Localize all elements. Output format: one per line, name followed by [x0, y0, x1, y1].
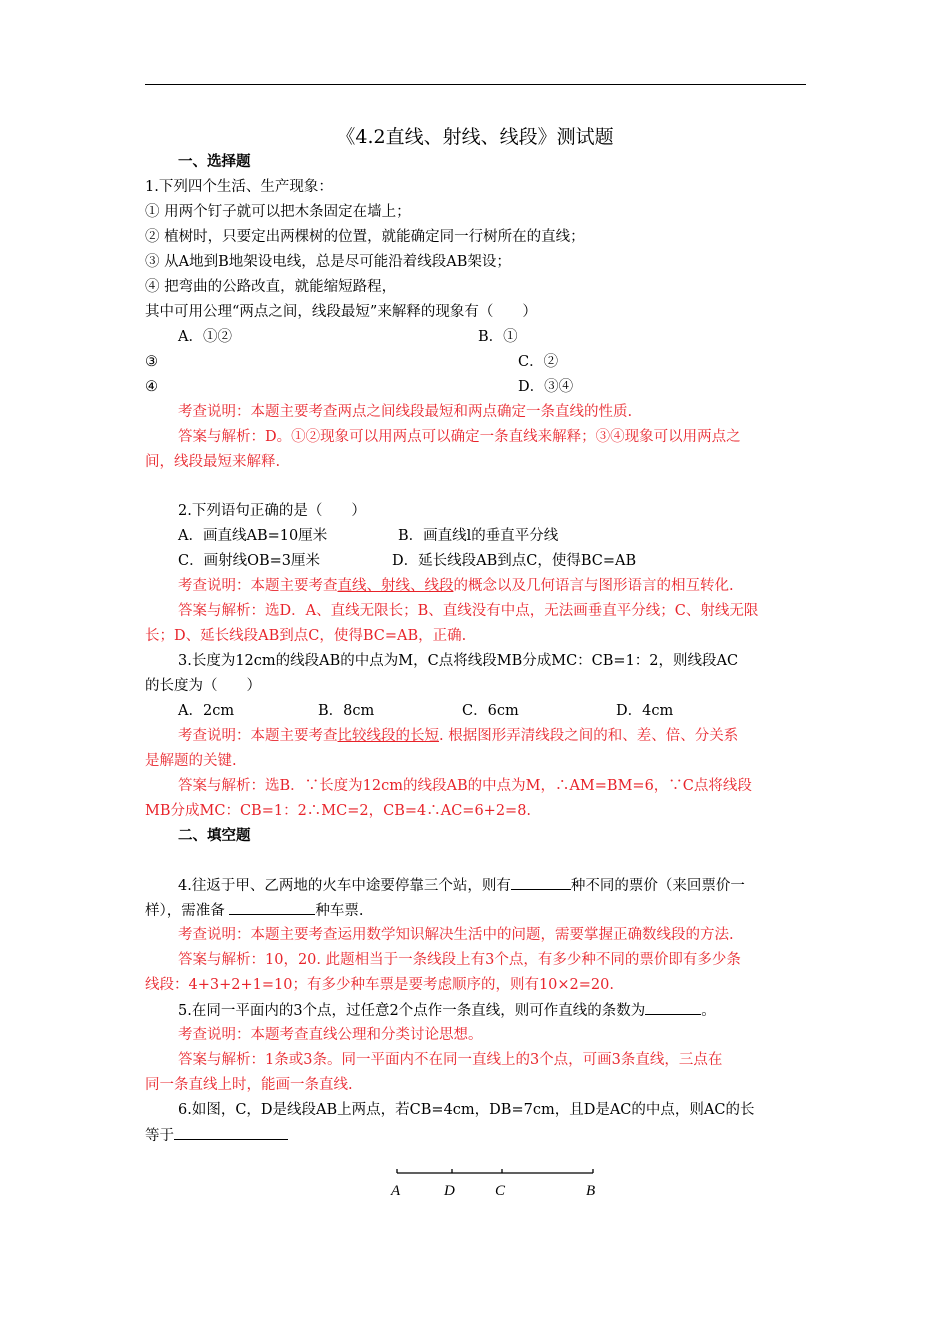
q1-note: 考查说明：本题主要考查两点之间线段最短和两点确定一条直线的性质.	[178, 404, 633, 420]
q1-option-a: A．①②	[178, 329, 232, 345]
q2-option-b: B．画直线l的垂直平分线	[398, 528, 559, 544]
segment-figure	[380, 1160, 610, 1205]
q3-note-underlined: 比较线段的长短	[337, 728, 439, 744]
q3-note-line2: 是解题的关键.	[145, 753, 237, 769]
q3-answer-line1: 答案与解析：选B．∵长度为12cm的线段AB的中点为M，∴AM=BM=6，∵C点将线段	[178, 778, 752, 794]
q5-stem-part1: 5.在同一平面内的3个点，过任意2个点作一条直线，则可作直线的条数为	[178, 1003, 646, 1019]
q4-answer-line2: 线段：4+3+2+1=10；有多少种车票是要考虑顺序的，则有10×2=20.	[145, 977, 614, 993]
q3-stem-line1: 3.长度为12cm的线段AB的中点为M，C点将线段MB分成MC：CB=1：2，则线段AC	[178, 653, 739, 669]
q2-option-d: D．延长线段AB到点C，使得BC=AB	[392, 553, 637, 569]
q4-answer-line1: 答案与解析：10，20. 此题相当于一条线段上有3个点，有多少种不同的票价即有多少条	[178, 952, 741, 968]
q1-option-d: D．③④	[518, 379, 574, 395]
q2-option-a: A．画直线AB=10厘米	[178, 528, 328, 544]
label-a: A	[391, 1183, 401, 1199]
q1-answer-line2: 间，线段最短来解释.	[145, 454, 281, 470]
q1-statement-4: ④ 把弯曲的公路改直，就能缩短路程，	[145, 279, 397, 295]
q2-answer-line2: 长；D、延长线段AB到点C，使得BC=AB，正确.	[145, 628, 467, 644]
q5-answer-line2: 同一条直线上时，能画一条直线.	[145, 1077, 353, 1093]
q2-stem: 2.下列语句正确的是（ ）	[178, 503, 366, 519]
q4-stem-line1	[178, 875, 745, 896]
q1-option-b: B．①	[478, 329, 518, 345]
q4-blank-1[interactable]	[511, 875, 571, 890]
page-title: 《4.2直线、射线、线段》测试题	[336, 126, 614, 148]
q6-stem-line1: 6.如图，C，D是线段AB上两点，若CB=4cm，DB=7cm，且D是AC的中点，则AC的长	[178, 1102, 755, 1118]
q4-blank-2[interactable]	[229, 900, 315, 915]
q2-answer-line1: 答案与解析：选D．A、直线无限长；B、直线没有中点，无法画垂直平分线；C、射线无限	[178, 603, 759, 619]
q4-note: 考查说明：本题主要考查运用数学知识解决生活中的问题，需要掌握正确数线段的方法.	[178, 927, 734, 943]
q3-option-d: D．4cm	[616, 703, 674, 719]
q3-note-suffix: . 根据图形弄清线段之间的和、差、倍、分关系	[439, 728, 739, 744]
q1-statement-2: ② 植树时，只要定出两棵树的位置，就能确定同一行树所在的直线；	[145, 229, 585, 245]
q5-blank[interactable]	[645, 1000, 701, 1015]
header-rule	[145, 84, 806, 85]
q1-option-c-cont: ④	[145, 379, 158, 395]
q4-stem-part2: 种不同的票价（来回票价一	[570, 878, 745, 894]
section-heading-fill: 二、填空题	[178, 827, 251, 844]
q6-blank[interactable]	[174, 1125, 288, 1140]
q2-note-prefix: 考查说明：本题主要考查	[178, 578, 338, 594]
q6-stem-line2	[145, 1125, 288, 1146]
q3-option-b: B．8cm	[318, 703, 375, 719]
q3-note-prefix: 考查说明：本题主要考查	[178, 728, 338, 744]
q4-stem-part4: 种车票.	[315, 903, 364, 919]
q3-note	[178, 726, 738, 746]
q1-option-b-cont: ③	[145, 354, 158, 370]
q2-note-suffix: 的概念以及几何语言与图形语言的相互转化.	[453, 578, 734, 594]
q2-option-c: C．画射线OB=3厘米	[178, 553, 321, 569]
label-c: C	[495, 1183, 506, 1199]
q5-stem-part2: 。	[701, 1003, 716, 1019]
q5-note: 考查说明：本题考查直线公理和分类讨论思想。	[178, 1027, 483, 1043]
q1-question: 其中可用公理“两点之间，线段最短”来解释的现象有（ ）	[145, 304, 537, 320]
q1-answer-line1: 答案与解析：D。①②现象可以用两点可以确定一条直线来解释；③④现象可以用两点之	[178, 429, 741, 445]
q4-stem-part1: 4.往返于甲、乙两地的火车中途要停靠三个站，则有	[178, 878, 511, 894]
q3-option-a: A．2cm	[178, 703, 235, 719]
q2-note	[178, 576, 734, 596]
label-d: D	[444, 1183, 455, 1199]
q3-answer-line2: MB分成MC：CB=1：2∴MC=2，CB=4∴AC=6+2=8.	[145, 803, 532, 819]
q1-option-c: C．②	[518, 354, 559, 370]
q4-stem-line2	[145, 900, 363, 921]
q1-statement-3: ③ 从A地到B地架设电线，总是尽可能沿着线段AB架设；	[145, 254, 511, 270]
q4-stem-part3: 样），需准备	[145, 903, 230, 919]
q2-note-underlined: 直线、射线、线段	[337, 578, 454, 594]
q6-stem-part: 等于	[145, 1128, 174, 1144]
q3-option-c: C．6cm	[462, 703, 519, 719]
q5-stem	[178, 1000, 716, 1021]
q5-answer-line1: 答案与解析：1条或3条。同一平面内不在同一直线上的3个点，可画3条直线，三点在	[178, 1052, 723, 1068]
label-b: B	[586, 1183, 596, 1199]
q1-statement-1: ① 用两个钉子就可以把木条固定在墙上；	[145, 204, 411, 220]
q3-stem-line2: 的长度为（ ）	[145, 678, 261, 694]
section-heading-choice: 一、选择题	[178, 153, 251, 170]
q1-stem: 1.下列四个生活、生产现象：	[145, 179, 333, 195]
